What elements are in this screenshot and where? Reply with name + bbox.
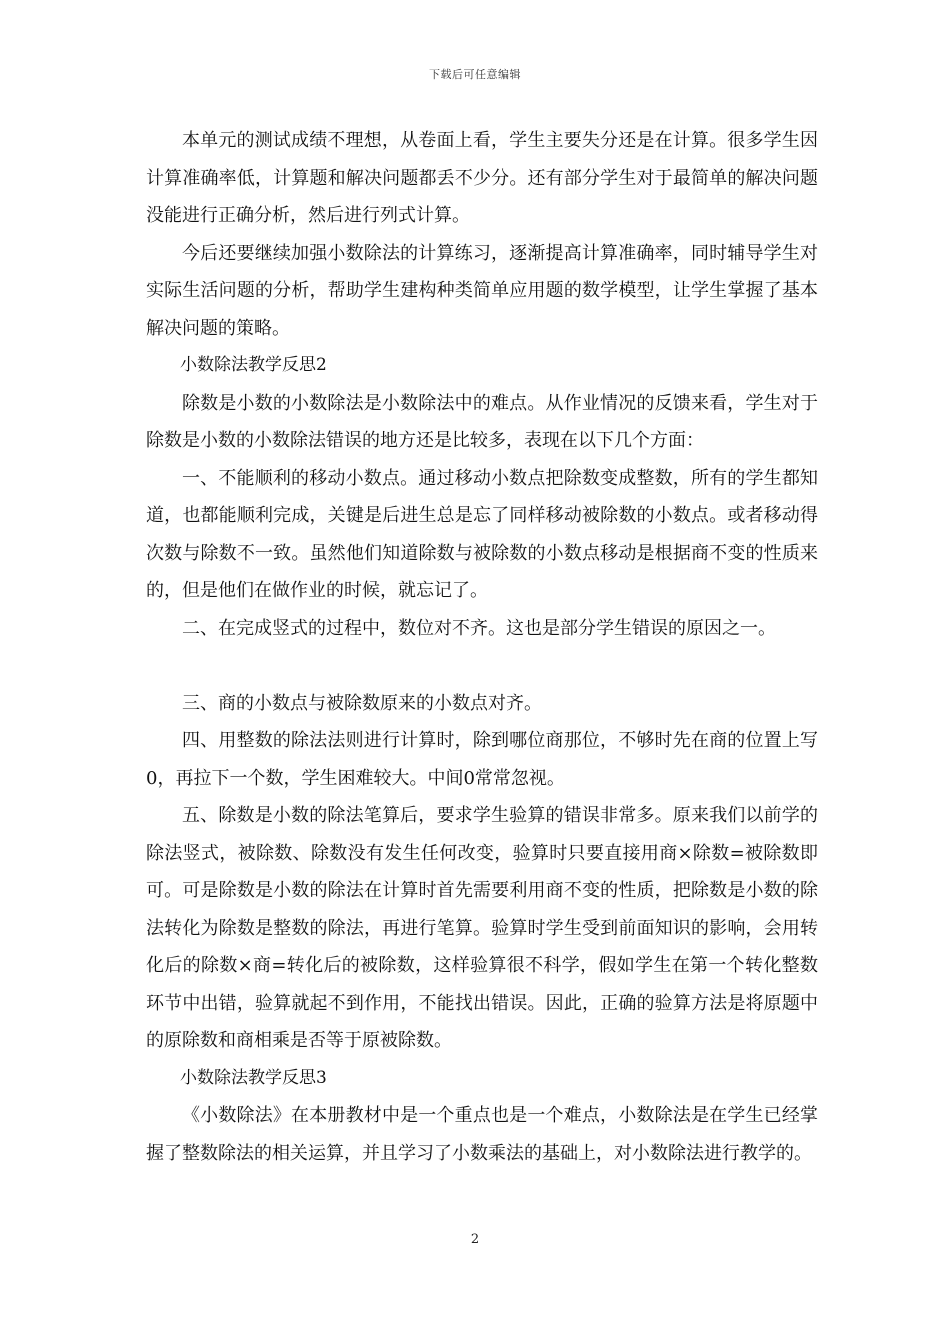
blank-line: [146, 647, 818, 685]
paragraph-decimal-division-intro: 《小数除法》在本册教材中是一个重点也是一个难点，小数除法是在学生已经掌握了整数除法的相关运算，并且学习了小数乘法的基础上，对小数除法进行教学的。: [146, 1105, 818, 1164]
paragraph-future-plan: 今后还要继续加强小数除法的计算练习，逐渐提高计算准确率，同时辅导学生对实际生活问题的分析，帮助学生建构种类简单应用题的数学模型，让学生掌握了基本解决问题的策略。: [146, 242, 818, 339]
page-number: 2: [470, 1232, 480, 1247]
page-header: 下载后可任意编辑: [429, 68, 521, 81]
paragraph-point-five: 五、除数是小数的除法笔算后，要求学生验算的错误非常多。原来我们以前学的除法竖式，被除数、除数没有发生任何改变，验算时只要直接用商×除数=被除数即可。可是除数是小数的除法在计算时首先需要利用商不变的性质，把除数是小数的除法转化为除数是整数的除法，再进行笔算。验算时学生受到前面知识的影响，会用转化后的除数×商=转化后的被除数，这样验算很不科学，假如学生在第一个转化整数环节中出错，验算就起不到作用，不能找出错误。因此，正确的验算方法是将原题中的原除数和商相乘是否等于原被除数。: [146, 805, 818, 1051]
section-heading-reflection-2: 小数除法教学反思2: [180, 355, 327, 375]
paragraph-point-four: 四、用整数的除法法则进行计算时，除到哪位商那位，不够时先在商的位置上写0，再拉下一个数，学生困难较大。中间0常常忽视。: [146, 730, 818, 789]
paragraph-test-results: 本单元的测试成绩不理想，从卷面上看，学生主要失分还是在计算。很多学生因计算准确率低，计算题和解决问题都丢不少分。还有部分学生对于最简单的解决问题没能进行正确分析，然后进行列式计算。: [146, 130, 818, 226]
paragraph-point-one: 一、不能顺利的移动小数点。通过移动小数点把除数变成整数，所有的学生都知道，也都能顺利完成，关键是后进生总是忘了同样移动被除数的小数点。或者移动得次数与除数不一致。虽然他们知道除数与被除数的小数点移动是根据商不变的性质来的，但是他们在做作业的时候，就忘记了。: [146, 467, 818, 601]
document-body: [146, 122, 818, 1172]
paragraph-point-three: 三、商的小数点与被除数原来的小数点对齐。: [182, 692, 542, 714]
section-heading-reflection-3: 小数除法教学反思3: [180, 1067, 327, 1088]
paragraph-point-two: 二、在完成竖式的过程中，数位对不齐。这也是部分学生错误的原因之一。: [182, 617, 776, 639]
paragraph-divisor-decimal: 除数是小数的小数除法是小数除法中的难点。从作业情况的反馈来看，学生对于除数是小数的小数除法错误的地方还是比较多，表现在以下几个方面：: [146, 392, 818, 451]
